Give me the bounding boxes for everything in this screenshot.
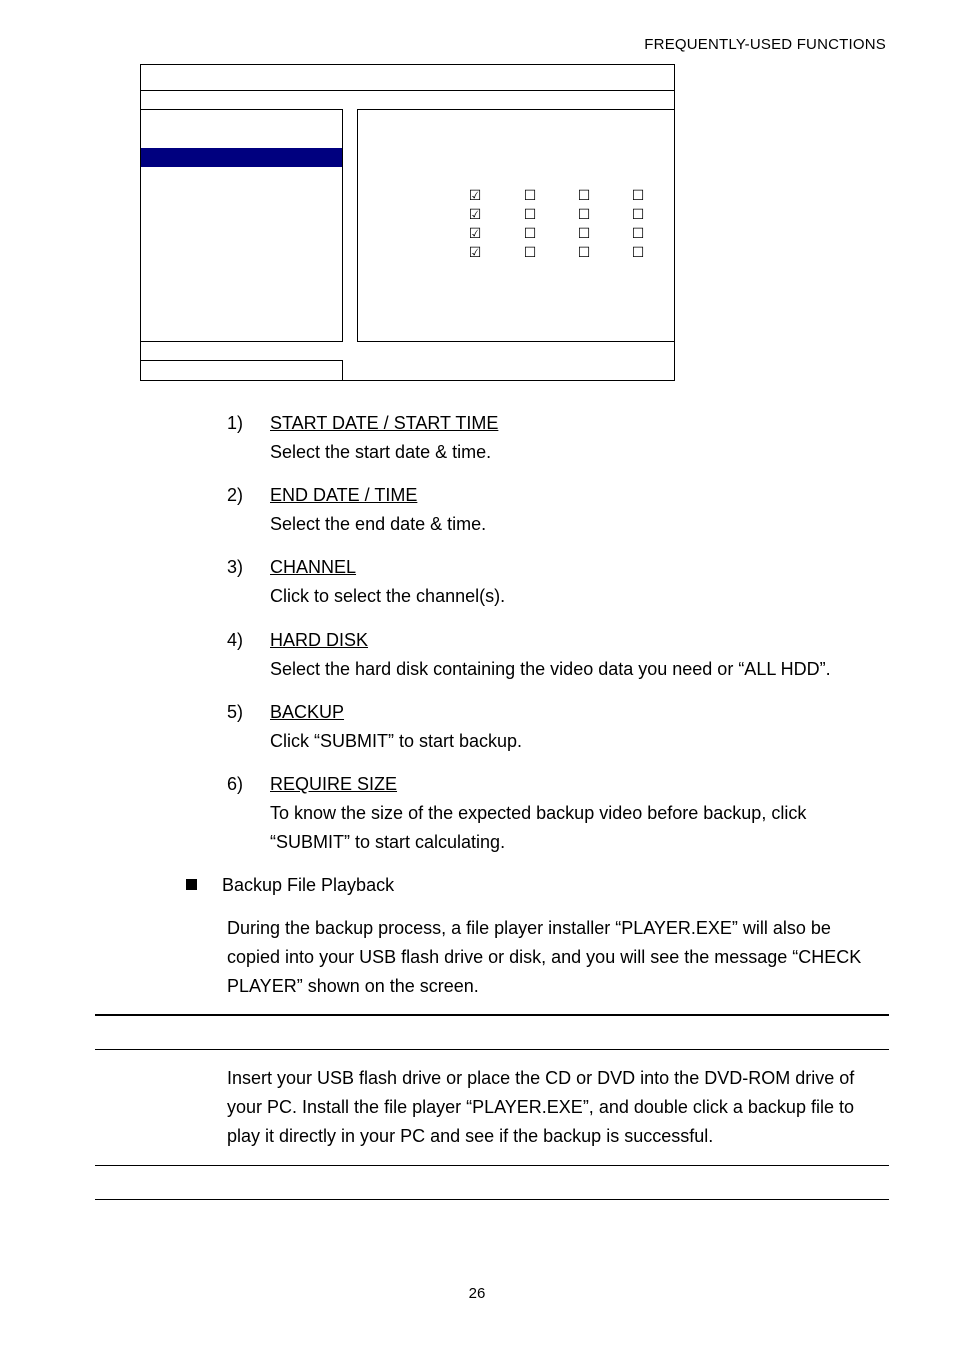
checkbox-unchecked[interactable]: ☐ xyxy=(577,245,591,261)
item-title: HARD DISK xyxy=(270,630,369,650)
checkbox-checked[interactable]: ☑ xyxy=(468,226,482,242)
list-item-channel xyxy=(227,553,887,611)
item-description: Select the end date & time. xyxy=(270,514,487,534)
checkbox-unchecked[interactable]: ☐ xyxy=(577,226,591,242)
checkbox-unchecked[interactable]: ☐ xyxy=(631,245,645,261)
item-title: REQUIRE SIZE xyxy=(270,774,398,794)
item-number: 6) xyxy=(227,774,244,794)
item-number: 5) xyxy=(227,702,244,722)
item-title: BACKUP xyxy=(270,702,345,722)
item-description: Select the start date & time. xyxy=(270,442,492,462)
list-item-require-size xyxy=(227,770,887,857)
checkbox-unchecked[interactable]: ☐ xyxy=(631,226,645,242)
item-number: 4) xyxy=(227,630,244,650)
item-number: 1) xyxy=(227,413,244,433)
note-end-divider xyxy=(95,1199,889,1200)
section-header: FREQUENTLY-USED FUNCTIONS xyxy=(644,36,886,53)
settings-panel xyxy=(357,109,675,342)
playback-intro-paragraph: During the backup process, a file player installer “PLAYER.EXE” will also be copied into your USB flash drive or disk, and you will see the message “CHECK PLAYER” shown on the screen. xyxy=(227,918,862,996)
checkbox-unchecked[interactable]: ☐ xyxy=(523,245,537,261)
checkbox-unchecked[interactable]: ☐ xyxy=(523,188,537,204)
bullet-square-icon xyxy=(186,879,197,890)
note-paragraph: Insert your USB flash drive or place the CD or DVD into the DVD-ROM drive of your PC. Install the file player “PLAYER.EXE”, and double click a backup file to play it directly in your PC and see if the backup is successful. xyxy=(227,1068,855,1146)
note-header-divider xyxy=(95,1049,889,1050)
item-title: END DATE / TIME xyxy=(270,485,418,505)
item-title: START DATE / START TIME xyxy=(270,413,499,433)
section-heading: Backup File Playback xyxy=(222,875,395,895)
item-description: To know the size of the expected backup video before backup, click “SUBMIT” to start calculating. xyxy=(270,803,807,852)
status-bar-left xyxy=(140,360,343,381)
item-description: Click “SUBMIT” to start backup. xyxy=(270,731,523,751)
list-item-backup xyxy=(227,698,887,756)
item-description: Select the hard disk containing the video data you need or “ALL HDD”. xyxy=(270,659,831,679)
item-number: 3) xyxy=(227,557,244,577)
item-number: 2) xyxy=(227,485,244,505)
checkbox-checked[interactable]: ☑ xyxy=(468,207,482,223)
note-bottom-divider xyxy=(95,1165,889,1166)
page-number: 26 xyxy=(468,1285,486,1302)
checkbox-checked[interactable]: ☑ xyxy=(468,188,482,204)
checkbox-unchecked[interactable]: ☐ xyxy=(577,207,591,223)
item-description: Click to select the channel(s). xyxy=(270,586,506,606)
list-item-hard-disk xyxy=(227,626,887,684)
list-item-start-time xyxy=(227,409,887,467)
checkbox-checked[interactable]: ☑ xyxy=(468,245,482,261)
checkbox-unchecked[interactable]: ☐ xyxy=(523,207,537,223)
menu-selected-item[interactable] xyxy=(141,148,342,167)
screen-title-bar xyxy=(140,64,675,91)
menu-panel xyxy=(140,109,343,342)
checkbox-unchecked[interactable]: ☐ xyxy=(523,226,537,242)
checkbox-unchecked[interactable]: ☐ xyxy=(631,207,645,223)
item-title: CHANNEL xyxy=(270,557,357,577)
checkbox-unchecked[interactable]: ☐ xyxy=(631,188,645,204)
list-item-end-time xyxy=(227,481,887,539)
note-top-divider xyxy=(95,1014,889,1016)
checkbox-unchecked[interactable]: ☐ xyxy=(577,188,591,204)
